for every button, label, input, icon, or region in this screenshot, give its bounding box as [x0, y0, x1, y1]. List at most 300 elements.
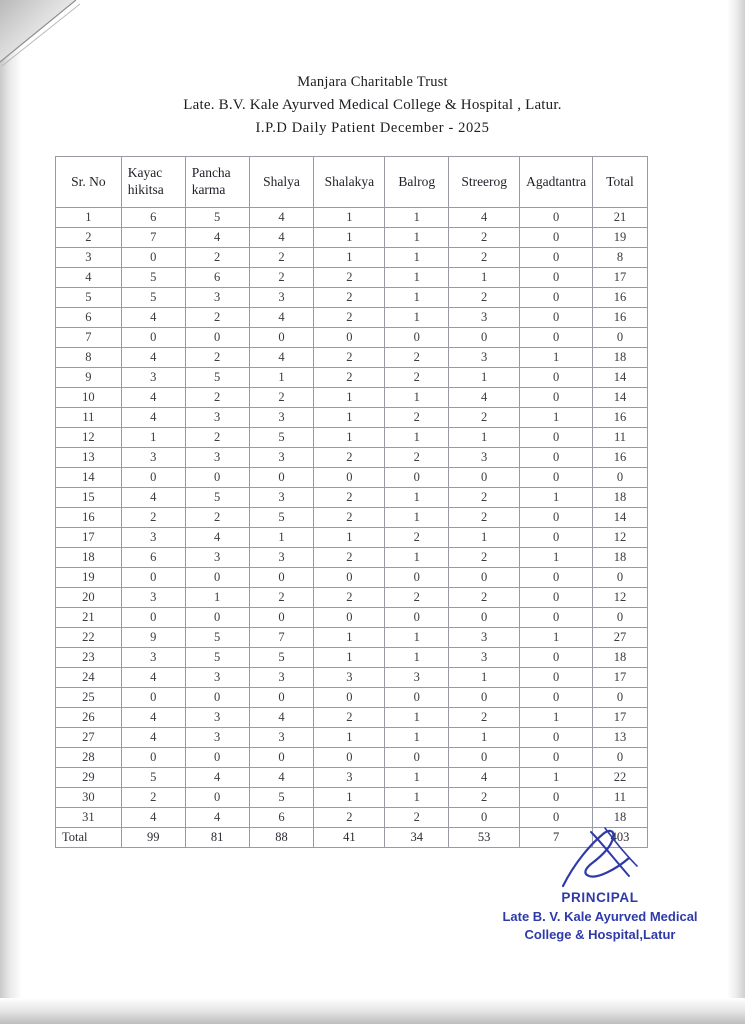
- cell-value: 11: [593, 428, 648, 448]
- cell-value: 4: [249, 208, 314, 228]
- cell-value: 0: [121, 608, 185, 628]
- signature-institution-line1: Late B. V. Kale Ayurved Medical: [502, 908, 698, 924]
- cell-value: 1: [449, 368, 520, 388]
- cell-value: 0: [249, 328, 314, 348]
- cell-value: 18: [593, 548, 648, 568]
- cell-value: 6: [249, 808, 314, 828]
- cell-value: 4: [249, 708, 314, 728]
- cell-value: 4: [249, 348, 314, 368]
- cell-value: 22: [593, 768, 648, 788]
- cell-value: 5: [185, 488, 249, 508]
- ipd-daily-patient-table: [55, 156, 648, 848]
- cell-value: 5: [249, 508, 314, 528]
- cell-value: 2: [249, 388, 314, 408]
- cell-value: 3: [314, 668, 385, 688]
- cell-sr-no: 5: [56, 288, 122, 308]
- cell-value: 0: [449, 568, 520, 588]
- cell-value: 1: [520, 348, 593, 368]
- cell-value: 0: [121, 748, 185, 768]
- cell-value: 4: [121, 808, 185, 828]
- table-row: [56, 628, 648, 648]
- cell-value: 2: [385, 348, 449, 368]
- table-row: [56, 428, 648, 448]
- cell-value: 3: [449, 628, 520, 648]
- cell-value: 3: [314, 768, 385, 788]
- cell-value: 0: [520, 428, 593, 448]
- cell-value: 5: [185, 628, 249, 648]
- cell-value: 1: [385, 288, 449, 308]
- cell-sr-no: 20: [56, 588, 122, 608]
- page-corner-fold: [0, 0, 76, 62]
- cell-sr-no: 26: [56, 708, 122, 728]
- cell-value: 0: [185, 688, 249, 708]
- table-row: [56, 448, 648, 468]
- cell-value: 0: [121, 248, 185, 268]
- cell-value: 4: [185, 808, 249, 828]
- table-row: [56, 568, 648, 588]
- cell-value: 0: [520, 328, 593, 348]
- cell-value: 3: [449, 308, 520, 328]
- total-value: 81: [185, 828, 249, 848]
- cell-value: 5: [185, 648, 249, 668]
- cell-value: 1: [385, 268, 449, 288]
- cell-value: 0: [520, 448, 593, 468]
- column-header-panchakarma: [185, 157, 249, 208]
- cell-value: 2: [449, 488, 520, 508]
- cell-sr-no: 2: [56, 228, 122, 248]
- cell-value: 0: [249, 748, 314, 768]
- table-row: [56, 528, 648, 548]
- cell-value: 4: [121, 708, 185, 728]
- cell-value: 2: [121, 788, 185, 808]
- cell-value: 0: [520, 568, 593, 588]
- cell-value: 1: [314, 728, 385, 748]
- organization-name: Manjara Charitable Trust: [297, 74, 448, 90]
- cell-value: 0: [520, 468, 593, 488]
- cell-sr-no: 17: [56, 528, 122, 548]
- total-value: 41: [314, 828, 385, 848]
- cell-value: 2: [249, 268, 314, 288]
- cell-value: 0: [249, 468, 314, 488]
- cell-value: 0: [314, 688, 385, 708]
- cell-value: 1: [449, 268, 520, 288]
- cell-sr-no: 13: [56, 448, 122, 468]
- cell-value: 4: [249, 228, 314, 248]
- cell-value: 3: [121, 588, 185, 608]
- cell-value: 3: [385, 668, 449, 688]
- cell-value: 0: [520, 368, 593, 388]
- table-row: [56, 368, 648, 388]
- scan-edge-shadow-bottom: [0, 998, 745, 1024]
- cell-value: 2: [449, 788, 520, 808]
- total-value: 88: [249, 828, 314, 848]
- cell-value: 1: [520, 488, 593, 508]
- cell-value: 0: [449, 808, 520, 828]
- cell-value: 1: [314, 208, 385, 228]
- cell-value: 3: [249, 408, 314, 428]
- cell-value: 0: [121, 688, 185, 708]
- cell-value: 5: [121, 288, 185, 308]
- cell-value: 1: [314, 408, 385, 428]
- cell-value: 14: [593, 388, 648, 408]
- cell-sr-no: 14: [56, 468, 122, 488]
- cell-value: 2: [314, 808, 385, 828]
- cell-value: 0: [520, 788, 593, 808]
- cell-value: 0: [520, 668, 593, 688]
- cell-value: 1: [520, 628, 593, 648]
- table-row: [56, 488, 648, 508]
- cell-value: 4: [121, 308, 185, 328]
- cell-value: 3: [449, 348, 520, 368]
- signature-caption: [470, 888, 730, 945]
- table-row: [56, 328, 648, 348]
- cell-value: 1: [385, 228, 449, 248]
- cell-value: 1: [314, 248, 385, 268]
- table-row: [56, 228, 648, 248]
- cell-value: 3: [249, 548, 314, 568]
- cell-value: 12: [593, 528, 648, 548]
- cell-value: 0: [520, 208, 593, 228]
- cell-value: 1: [520, 408, 593, 428]
- cell-value: 0: [520, 728, 593, 748]
- cell-value: 3: [121, 448, 185, 468]
- cell-value: 0: [593, 568, 648, 588]
- table-row: [56, 808, 648, 828]
- cell-value: 3: [185, 448, 249, 468]
- column-header-line1: Kayac: [127, 165, 163, 181]
- cell-value: 2: [249, 248, 314, 268]
- cell-value: 0: [385, 608, 449, 628]
- cell-value: 1: [520, 768, 593, 788]
- cell-value: 1: [385, 428, 449, 448]
- cell-value: 2: [385, 408, 449, 428]
- cell-value: 1: [121, 428, 185, 448]
- cell-value: 3: [185, 708, 249, 728]
- cell-value: 1: [385, 648, 449, 668]
- cell-value: 1: [249, 528, 314, 548]
- cell-value: 2: [385, 448, 449, 468]
- cell-value: 0: [185, 328, 249, 348]
- cell-value: 2: [249, 588, 314, 608]
- cell-value: 2: [121, 508, 185, 528]
- cell-value: 4: [121, 668, 185, 688]
- cell-value: 0: [185, 468, 249, 488]
- column-header-agadtantra: Agadtantra: [520, 157, 593, 208]
- cell-value: 1: [449, 728, 520, 748]
- cell-value: 2: [385, 528, 449, 548]
- table-row: [56, 688, 648, 708]
- cell-value: 4: [121, 488, 185, 508]
- cell-value: 2: [385, 588, 449, 608]
- cell-value: 0: [385, 468, 449, 488]
- cell-value: 1: [314, 648, 385, 668]
- cell-sr-no: 1: [56, 208, 122, 228]
- cell-value: 3: [249, 668, 314, 688]
- cell-value: 1: [385, 208, 449, 228]
- cell-sr-no: 6: [56, 308, 122, 328]
- cell-sr-no: 29: [56, 768, 122, 788]
- cell-value: 13: [593, 728, 648, 748]
- cell-value: 1: [520, 548, 593, 568]
- table-row: [56, 788, 648, 808]
- table-row: [56, 588, 648, 608]
- cell-value: 2: [314, 448, 385, 468]
- column-header-shalakya: Shalakya: [314, 157, 385, 208]
- cell-value: 0: [449, 748, 520, 768]
- cell-sr-no: 8: [56, 348, 122, 368]
- cell-value: 1: [385, 308, 449, 328]
- cell-value: 4: [121, 728, 185, 748]
- table-row: [56, 728, 648, 748]
- cell-value: 16: [593, 408, 648, 428]
- cell-value: 2: [314, 348, 385, 368]
- cell-sr-no: 3: [56, 248, 122, 268]
- total-value: 99: [121, 828, 185, 848]
- column-header-kayachikitsa: [121, 157, 185, 208]
- table-row: [56, 608, 648, 628]
- cell-sr-no: 15: [56, 488, 122, 508]
- cell-value: 0: [121, 568, 185, 588]
- cell-value: 3: [185, 548, 249, 568]
- table-row: [56, 508, 648, 528]
- cell-value: 0: [520, 608, 593, 628]
- cell-value: 0: [121, 328, 185, 348]
- cell-value: 3: [249, 288, 314, 308]
- cell-value: 6: [121, 208, 185, 228]
- cell-value: 0: [593, 688, 648, 708]
- cell-value: 4: [449, 208, 520, 228]
- cell-value: 4: [121, 348, 185, 368]
- cell-value: 1: [385, 508, 449, 528]
- cell-value: 0: [593, 328, 648, 348]
- table-row: [56, 248, 648, 268]
- table-row: [56, 408, 648, 428]
- cell-sr-no: 18: [56, 548, 122, 568]
- cell-value: 0: [314, 748, 385, 768]
- cell-value: 0: [314, 608, 385, 628]
- cell-value: 4: [121, 388, 185, 408]
- cell-value: 1: [449, 428, 520, 448]
- cell-sr-no: 31: [56, 808, 122, 828]
- cell-sr-no: 4: [56, 268, 122, 288]
- cell-value: 16: [593, 288, 648, 308]
- cell-sr-no: 30: [56, 788, 122, 808]
- table-row: [56, 748, 648, 768]
- cell-value: 6: [185, 268, 249, 288]
- scan-edge-shadow-right: [727, 0, 745, 1024]
- cell-value: 0: [520, 748, 593, 768]
- table-row: [56, 468, 648, 488]
- cell-value: 3: [249, 448, 314, 468]
- cell-sr-no: 23: [56, 648, 122, 668]
- report-title: I.P.D Daily Patient December - 2025: [255, 120, 490, 136]
- cell-value: 0: [520, 268, 593, 288]
- cell-value: 3: [185, 668, 249, 688]
- cell-value: 16: [593, 448, 648, 468]
- cell-value: 1: [385, 388, 449, 408]
- cell-sr-no: 9: [56, 368, 122, 388]
- cell-value: 27: [593, 628, 648, 648]
- cell-value: 0: [185, 608, 249, 628]
- cell-value: 0: [520, 808, 593, 828]
- cell-value: 0: [520, 688, 593, 708]
- cell-value: 2: [449, 288, 520, 308]
- cell-value: 2: [185, 428, 249, 448]
- cell-value: 0: [314, 568, 385, 588]
- cell-value: 3: [185, 288, 249, 308]
- cell-value: 1: [385, 628, 449, 648]
- cell-value: 1: [385, 708, 449, 728]
- cell-value: 0: [249, 608, 314, 628]
- institution-name: Late. B.V. Kale Ayurved Medical College & Hospital , Latur.: [183, 97, 562, 113]
- cell-value: 7: [249, 628, 314, 648]
- column-header-shalya: Shalya: [249, 157, 314, 208]
- cell-value: 4: [449, 388, 520, 408]
- column-header-line2: hikitsa: [127, 182, 164, 197]
- cell-value: 4: [249, 308, 314, 328]
- cell-sr-no: 21: [56, 608, 122, 628]
- table-row: [56, 388, 648, 408]
- cell-value: 2: [449, 408, 520, 428]
- cell-value: 0: [593, 608, 648, 628]
- page-corner-fold-line: [0, 0, 100, 80]
- cell-value: 4: [449, 768, 520, 788]
- cell-value: 2: [385, 808, 449, 828]
- cell-value: 12: [593, 588, 648, 608]
- cell-value: 19: [593, 228, 648, 248]
- cell-value: 0: [449, 328, 520, 348]
- cell-value: 2: [314, 588, 385, 608]
- cell-value: 0: [314, 328, 385, 348]
- cell-value: 4: [121, 408, 185, 428]
- cell-value: 0: [520, 648, 593, 668]
- cell-value: 0: [185, 748, 249, 768]
- cell-sr-no: 7: [56, 328, 122, 348]
- cell-value: 5: [249, 788, 314, 808]
- cell-value: 0: [520, 308, 593, 328]
- cell-value: 16: [593, 308, 648, 328]
- cell-sr-no: 12: [56, 428, 122, 448]
- cell-value: 18: [593, 808, 648, 828]
- cell-value: 3: [121, 528, 185, 548]
- cell-value: 2: [314, 308, 385, 328]
- cell-sr-no: 10: [56, 388, 122, 408]
- cell-value: 0: [449, 608, 520, 628]
- cell-value: 1: [449, 528, 520, 548]
- cell-value: 1: [385, 248, 449, 268]
- table-body: [56, 208, 648, 848]
- cell-value: 2: [185, 248, 249, 268]
- table-header-row: [56, 157, 648, 208]
- cell-value: 3: [185, 728, 249, 748]
- cell-value: 18: [593, 648, 648, 668]
- cell-value: 11: [593, 788, 648, 808]
- cell-value: 2: [449, 248, 520, 268]
- cell-value: 2: [449, 588, 520, 608]
- cell-value: 1: [385, 768, 449, 788]
- cell-value: 0: [185, 568, 249, 588]
- cell-value: 6: [121, 548, 185, 568]
- signature-institution-line2: College & Hospital,Latur: [524, 927, 676, 943]
- cell-value: 2: [314, 368, 385, 388]
- cell-value: 2: [449, 508, 520, 528]
- cell-value: 5: [249, 428, 314, 448]
- cell-sr-no: 27: [56, 728, 122, 748]
- cell-value: 3: [121, 648, 185, 668]
- cell-value: 0: [520, 528, 593, 548]
- cell-value: 3: [449, 448, 520, 468]
- table-row: [56, 348, 648, 368]
- cell-value: 4: [185, 768, 249, 788]
- document-header: [0, 74, 745, 137]
- cell-sr-no: 25: [56, 688, 122, 708]
- cell-value: 3: [121, 368, 185, 388]
- cell-value: 0: [314, 468, 385, 488]
- column-header-sr-no: Sr. No: [56, 157, 122, 208]
- column-header-line2: karma: [191, 182, 226, 197]
- cell-value: 1: [314, 388, 385, 408]
- cell-value: 5: [249, 648, 314, 668]
- cell-value: 0: [520, 288, 593, 308]
- cell-value: 3: [449, 648, 520, 668]
- cell-value: 0: [385, 568, 449, 588]
- cell-value: 0: [249, 688, 314, 708]
- cell-value: 3: [249, 728, 314, 748]
- cell-value: 0: [385, 328, 449, 348]
- cell-sr-no: 22: [56, 628, 122, 648]
- cell-value: 8: [593, 248, 648, 268]
- scan-edge-shadow-left: [0, 0, 22, 1024]
- cell-value: 0: [385, 748, 449, 768]
- cell-sr-no: 16: [56, 508, 122, 528]
- cell-value: 14: [593, 508, 648, 528]
- cell-value: 0: [385, 688, 449, 708]
- cell-value: 2: [314, 288, 385, 308]
- cell-value: 2: [185, 348, 249, 368]
- cell-value: 5: [121, 768, 185, 788]
- cell-value: 21: [593, 208, 648, 228]
- cell-value: 17: [593, 668, 648, 688]
- cell-sr-no: 24: [56, 668, 122, 688]
- cell-value: 0: [520, 248, 593, 268]
- cell-value: 5: [121, 268, 185, 288]
- table-row: [56, 708, 648, 728]
- cell-value: 0: [449, 468, 520, 488]
- table-row: [56, 288, 648, 308]
- table-row: [56, 668, 648, 688]
- cell-value: 1: [185, 588, 249, 608]
- cell-sr-no: 28: [56, 748, 122, 768]
- cell-value: 1: [314, 528, 385, 548]
- table-row: [56, 648, 648, 668]
- cell-value: 9: [121, 628, 185, 648]
- cell-value: 4: [185, 228, 249, 248]
- cell-value: 0: [185, 788, 249, 808]
- column-header-line1: Pancha: [191, 165, 231, 181]
- cell-value: 18: [593, 348, 648, 368]
- cell-value: 0: [520, 588, 593, 608]
- cell-value: 2: [314, 488, 385, 508]
- table-row: [56, 768, 648, 788]
- cell-value: 0: [593, 748, 648, 768]
- cell-value: 17: [593, 268, 648, 288]
- cell-value: 7: [121, 228, 185, 248]
- cell-value: 1: [314, 788, 385, 808]
- table-row: [56, 208, 648, 228]
- cell-value: 0: [520, 508, 593, 528]
- cell-value: 2: [449, 228, 520, 248]
- cell-value: 0: [249, 568, 314, 588]
